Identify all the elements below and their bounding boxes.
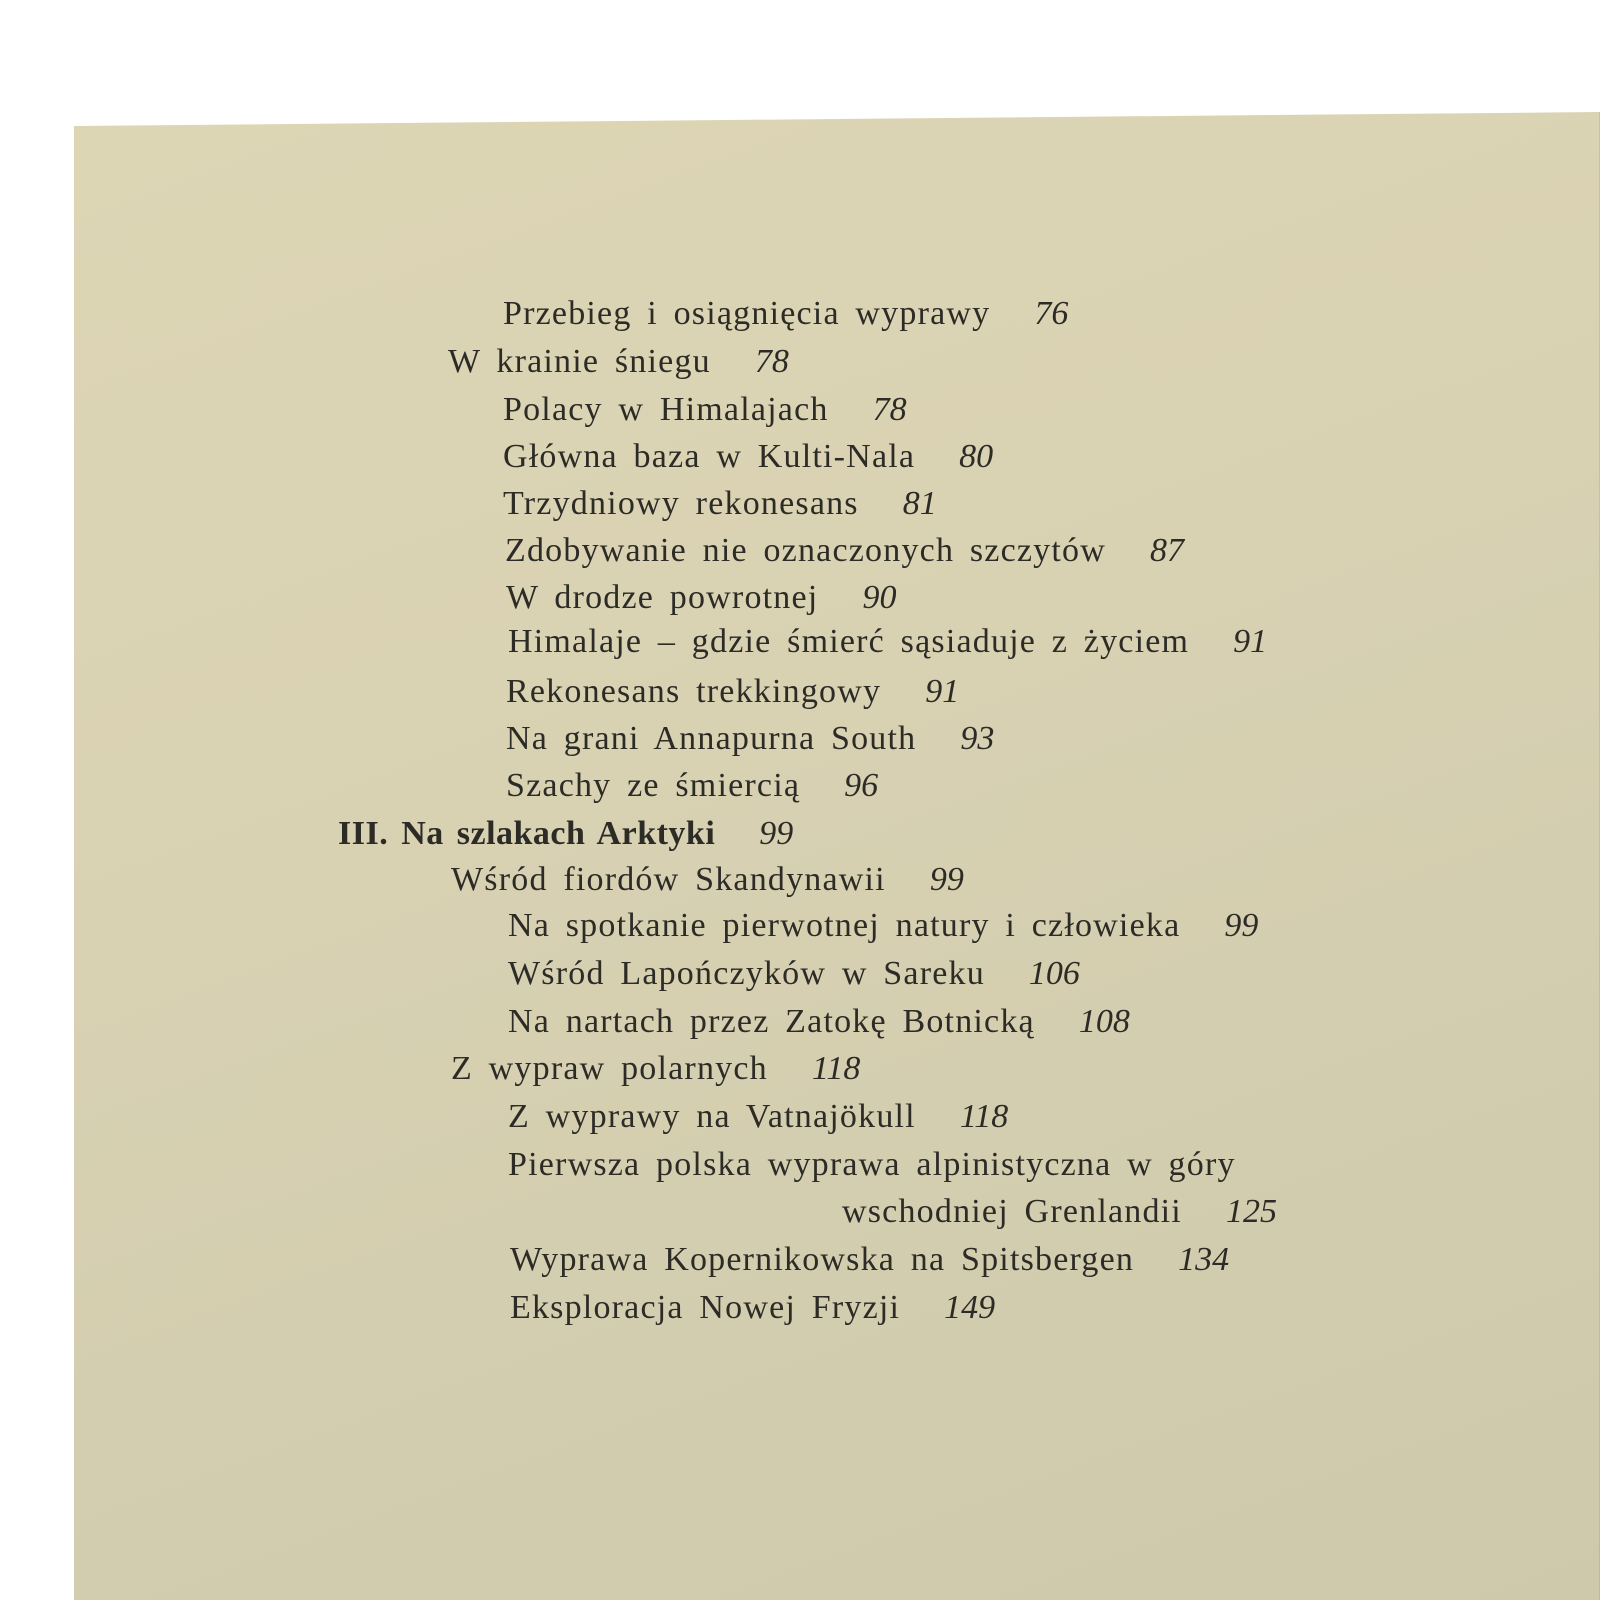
toc-entry-page: 91 [1233, 623, 1268, 660]
toc-entry-title: Z wyprawy na Vatnajökull [508, 1098, 916, 1135]
toc-entry [506, 719, 994, 759]
toc-entry-page: 87 [1149, 532, 1184, 569]
toc-entry [503, 437, 993, 477]
toc-entry-page: 106 [1028, 955, 1080, 992]
toc-entry-title: Główna baza w Kulti-Nala [503, 438, 916, 475]
toc-entry-page: 91 [925, 673, 960, 710]
toc-entry-page: 108 [1078, 1003, 1130, 1040]
toc-entry-page: 90 [862, 579, 897, 616]
toc-entry-page: 118 [959, 1098, 1009, 1135]
toc-entry-title: Himalaje – gdzie śmierć sąsiaduje z życiem [508, 623, 1190, 660]
toc-chapter-heading [338, 814, 793, 854]
toc-entry [508, 954, 1080, 994]
toc-entry-page: 93 [960, 720, 995, 757]
toc-entry [508, 1002, 1130, 1042]
toc-entry-page: 125 [1225, 1193, 1277, 1230]
toc-entry [506, 766, 878, 806]
toc-entry-title: Eksploracja Nowej Fryzji [510, 1289, 901, 1326]
toc-entry-title: Pierwsza polska wyprawa alpinistyczna w góry [508, 1146, 1236, 1183]
toc-entry [506, 672, 959, 712]
toc-entry-page: 99 [1224, 907, 1259, 944]
toc-entry [505, 531, 1184, 571]
toc-entry [506, 578, 896, 618]
toc-entry-page: 80 [959, 438, 994, 475]
toc-entry-page: 78 [754, 343, 789, 380]
toc-entry-page: 78 [872, 391, 907, 428]
toc-entry [510, 1288, 995, 1328]
toc-entry-page: 118 [811, 1050, 861, 1087]
toc-entry [503, 484, 937, 524]
toc-entry-title: Szachy ze śmiercią [506, 767, 801, 804]
toc-entry-title: Przebieg i osiągnięcia wyprawy [503, 295, 991, 332]
toc-entry-title: W krainie śniegu [448, 343, 711, 380]
toc-entry-page: 76 [1034, 295, 1069, 332]
toc-entry-title: Zdobywanie nie oznaczonych szczytów [505, 532, 1106, 569]
toc-entry [508, 906, 1258, 946]
toc-entry-title: Na spotkanie pierwotnej natury i człowieka [508, 907, 1181, 944]
toc-entry-page: 99 [759, 815, 794, 852]
toc-entry [448, 342, 789, 382]
toc-entry [503, 390, 907, 430]
toc-entry-title: W drodze powrotnej [506, 579, 819, 616]
toc-entry-page: 149 [944, 1289, 996, 1326]
toc-entry [451, 860, 964, 900]
toc-entry [451, 1049, 860, 1089]
toc-entry-title: wschodniej Grenlandii [842, 1193, 1182, 1230]
toc-entry-title: Trzydniowy rekonesans [503, 485, 859, 522]
toc-entry [510, 1240, 1229, 1280]
toc-entry-page: 81 [902, 485, 937, 522]
toc-entry [508, 622, 1267, 662]
toc-entry-page: 99 [929, 861, 964, 898]
toc-entry [508, 1145, 1236, 1185]
toc-entry-title: Polacy w Himalajach [503, 391, 829, 428]
toc-entry-title: Z wypraw polarnych [451, 1050, 768, 1087]
toc-entry-title: Wyprawa Kopernikowska na Spitsbergen [510, 1241, 1135, 1278]
toc-entry-title: Wśród fiordów Skandynawii [451, 861, 886, 898]
toc-entry-title: Na grani Annapurna South [506, 720, 917, 757]
toc-entry [508, 1097, 1008, 1137]
toc-entry-page: 134 [1178, 1241, 1230, 1278]
toc-entry-title: Wśród Lapończyków w Sareku [508, 955, 985, 992]
toc-entry [503, 294, 1068, 334]
toc-entry-title: Na nartach przez Zatokę Botnicką [508, 1003, 1035, 1040]
toc-entry-continuation [842, 1192, 1277, 1232]
toc-entry-title: III. Na szlakach Arktyki [338, 815, 716, 852]
toc-entry-title: Rekonesans trekkingowy [506, 673, 882, 710]
toc-entry-page: 96 [844, 767, 879, 804]
